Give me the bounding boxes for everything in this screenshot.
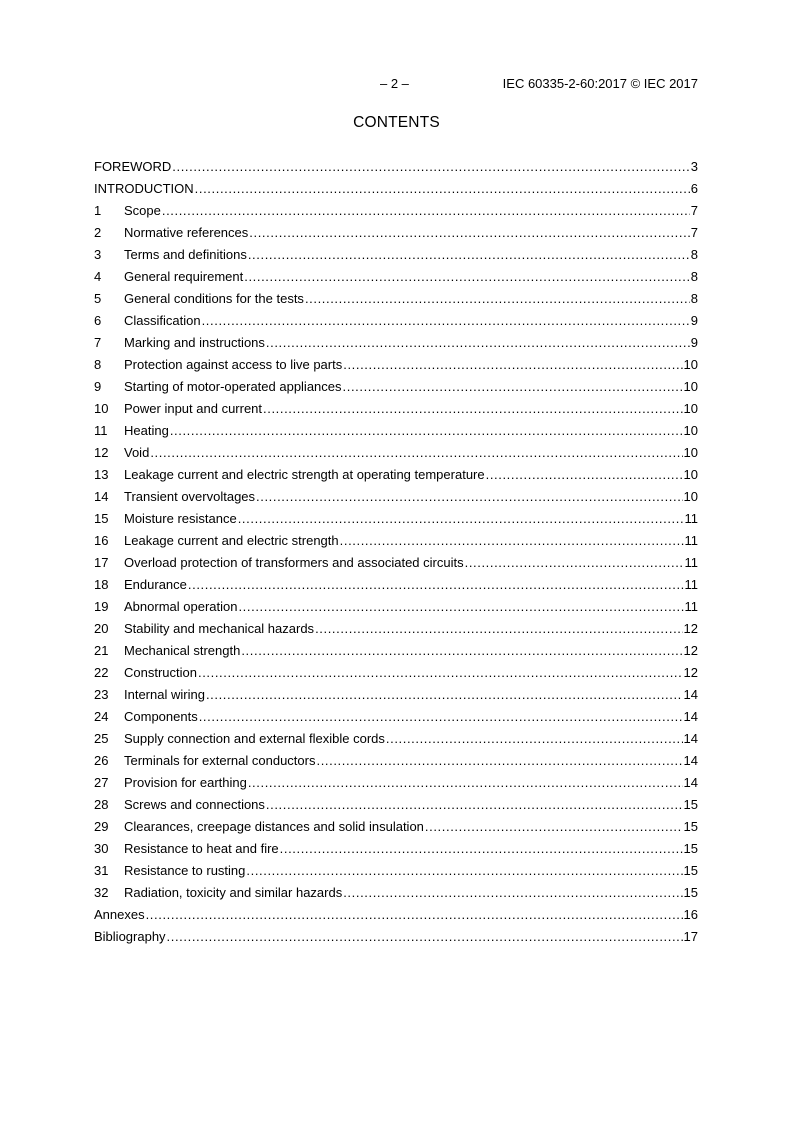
toc-entry-number: 5 <box>94 291 102 306</box>
toc-entry[interactable] <box>94 488 698 510</box>
toc-entry-page: 12 <box>683 621 698 636</box>
toc-entry-number: 17 <box>94 555 109 570</box>
toc-entry-label: Resistance to heat and fire <box>124 841 279 856</box>
toc-entry-label: Screws and connections <box>124 797 265 812</box>
dot-leader <box>150 444 682 462</box>
toc-entry-number: 3 <box>94 247 102 262</box>
toc-entry-label: Normative references <box>124 225 249 240</box>
toc-entry-label: Void <box>124 445 150 460</box>
page-header <box>94 76 698 92</box>
toc-entry[interactable] <box>94 928 698 950</box>
toc-entry-label: Components <box>124 709 198 724</box>
toc-entry-page: 14 <box>683 687 698 702</box>
dot-leader <box>386 730 683 748</box>
toc-entry-page: 10 <box>683 423 698 438</box>
toc-entry[interactable] <box>94 840 698 862</box>
toc-entry-page: 15 <box>683 841 698 856</box>
toc-entry[interactable] <box>94 598 698 620</box>
toc-entry-page: 11 <box>684 533 698 548</box>
dot-leader <box>486 466 683 484</box>
dot-leader <box>172 158 689 176</box>
toc-entry-label: Power input and current <box>124 401 263 416</box>
toc-entry[interactable] <box>94 466 698 488</box>
toc-entry[interactable] <box>94 378 698 400</box>
toc-entry[interactable] <box>94 158 698 180</box>
toc-entry[interactable] <box>94 180 698 202</box>
toc-entry-page: 15 <box>683 819 698 834</box>
toc-entry-label: Moisture resistance <box>124 511 237 526</box>
toc-entry-number: 25 <box>94 731 109 746</box>
dot-leader <box>256 488 683 506</box>
toc-entry-page: 15 <box>683 885 698 900</box>
dot-leader <box>170 422 683 440</box>
dot-leader <box>343 884 682 902</box>
document-id: IEC 60335-2-60:2017 © IEC 2017 <box>502 76 698 91</box>
toc-entry-label: Resistance to rusting <box>124 863 246 878</box>
dot-leader <box>188 576 684 594</box>
toc-entry-number: 8 <box>94 357 102 372</box>
toc-entry-label: Provision for earthing <box>124 775 247 790</box>
page-title: CONTENTS <box>353 114 440 131</box>
toc-entry[interactable] <box>94 884 698 906</box>
toc-entry-page: 11 <box>684 577 698 592</box>
toc-entry[interactable] <box>94 290 698 312</box>
toc-entry-label: Bibliography <box>94 929 166 944</box>
toc-entry-number: 31 <box>94 863 109 878</box>
toc-entry-number: 19 <box>94 599 109 614</box>
toc-entry-number: 2 <box>94 225 102 240</box>
toc-entry-page: 12 <box>683 643 698 658</box>
toc-entry[interactable] <box>94 356 698 378</box>
toc-entry-number: 23 <box>94 687 109 702</box>
toc-entry-page: 15 <box>683 863 698 878</box>
toc-entry[interactable] <box>94 576 698 598</box>
dot-leader <box>343 378 683 396</box>
toc-entry[interactable] <box>94 246 698 268</box>
toc-entry-page: 8 <box>690 269 698 284</box>
toc-entry-number: 29 <box>94 819 109 834</box>
dot-leader <box>343 356 682 374</box>
toc-entry-page: 10 <box>683 357 698 372</box>
toc-entry-label: Classification <box>124 313 201 328</box>
toc-entry[interactable] <box>94 202 698 224</box>
toc-entry-number: 24 <box>94 709 109 724</box>
toc-entry-number: 6 <box>94 313 102 328</box>
dot-leader <box>167 928 683 946</box>
toc-entry[interactable] <box>94 796 698 818</box>
toc-entry[interactable] <box>94 818 698 840</box>
toc-entry[interactable] <box>94 752 698 774</box>
toc-entry-page: 14 <box>683 775 698 790</box>
toc-entry-number: 4 <box>94 269 102 284</box>
toc-entry-number: 13 <box>94 467 109 482</box>
dot-leader <box>244 268 690 286</box>
toc-entry-number: 21 <box>94 643 109 658</box>
toc-entry-number: 18 <box>94 577 109 592</box>
toc-entry-number: 27 <box>94 775 109 790</box>
toc-entry-page: 14 <box>683 753 698 768</box>
dot-leader <box>465 554 684 572</box>
toc-entry-number: 9 <box>94 379 102 394</box>
toc-entry-number: 12 <box>94 445 109 460</box>
toc-entry-page: 15 <box>683 797 698 812</box>
toc-entry-page: 8 <box>690 291 698 306</box>
toc-entry-label: Mechanical strength <box>124 643 241 658</box>
dot-leader <box>248 774 683 792</box>
toc-entry-page: 10 <box>683 489 698 504</box>
toc-entry-label: Leakage current and electric strength <box>124 533 339 548</box>
toc-entry-page: 8 <box>690 247 698 262</box>
toc-entry[interactable] <box>94 334 698 356</box>
toc-entry-page: 10 <box>683 401 698 416</box>
toc-entry-page: 3 <box>690 159 698 174</box>
toc-entry-page: 16 <box>683 907 698 922</box>
dot-leader <box>266 334 690 352</box>
toc-entry-page: 7 <box>690 225 698 240</box>
toc-entry-number: 1 <box>94 203 102 218</box>
toc-entry-number: 26 <box>94 753 109 768</box>
toc-entry-number: 22 <box>94 665 109 680</box>
toc-entry-page: 10 <box>683 379 698 394</box>
toc-entry[interactable] <box>94 620 698 642</box>
toc-entry[interactable] <box>94 510 698 532</box>
dot-leader <box>146 906 683 924</box>
toc-entry-label: Heating <box>124 423 169 438</box>
dot-leader <box>195 180 690 198</box>
toc-entry-label: Protection against access to live parts <box>124 357 343 372</box>
dot-leader <box>280 840 683 858</box>
toc-entry-number: 16 <box>94 533 109 548</box>
toc-entry[interactable] <box>94 422 698 444</box>
toc-entry-page: 6 <box>690 181 698 196</box>
toc-entry-label: Internal wiring <box>124 687 205 702</box>
toc-entry-page: 11 <box>684 511 698 526</box>
toc-entry-number: 28 <box>94 797 109 812</box>
toc-entry[interactable] <box>94 708 698 730</box>
dot-leader <box>425 818 683 836</box>
toc-entry-number: 10 <box>94 401 109 416</box>
dot-leader <box>316 752 682 770</box>
toc-entry-label: Abnormal operation <box>124 599 238 614</box>
toc-entry-label: General conditions for the tests <box>124 291 304 306</box>
toc-entry-label: Radiation, toxicity and similar hazards <box>124 885 343 900</box>
dot-leader <box>241 642 682 660</box>
toc-entry-number: 7 <box>94 335 102 350</box>
dot-leader <box>202 312 690 330</box>
toc-entry[interactable] <box>94 268 698 290</box>
toc-entry[interactable] <box>94 862 698 884</box>
toc-entry-label: Construction <box>124 665 197 680</box>
toc-entry[interactable] <box>94 642 698 664</box>
dot-leader <box>263 400 683 418</box>
toc-entry-number: 14 <box>94 489 109 504</box>
toc-entry[interactable] <box>94 312 698 334</box>
toc-entry[interactable] <box>94 554 698 576</box>
toc-entry-page: 9 <box>690 313 698 328</box>
toc-entry-label: Terminals for external conductors <box>124 753 316 768</box>
toc-entry-number: 15 <box>94 511 109 526</box>
dot-leader <box>162 202 690 220</box>
toc-entry-label: Scope <box>124 203 161 218</box>
toc-entry[interactable] <box>94 730 698 752</box>
dot-leader <box>198 664 683 682</box>
toc-entry-label: Clearances, creepage distances and solid insulation <box>124 819 424 834</box>
toc-entry-page: 11 <box>684 555 698 570</box>
toc-entry-number: 30 <box>94 841 109 856</box>
table-of-contents <box>94 158 698 950</box>
toc-entry-label: Overload protection of transformers and associated circuits <box>124 555 464 570</box>
toc-entry-label: Supply connection and external flexible cords <box>124 731 385 746</box>
dot-leader <box>238 510 684 528</box>
toc-entry-page: 11 <box>684 599 698 614</box>
page-number: – 2 – <box>380 76 409 91</box>
toc-entry[interactable] <box>94 444 698 466</box>
dot-leader <box>249 224 689 242</box>
toc-entry-page: 9 <box>690 335 698 350</box>
toc-entry-label: General requirement <box>124 269 244 284</box>
toc-entry-label: Terms and definitions <box>124 247 247 262</box>
toc-entry-label: FOREWORD <box>94 159 172 174</box>
dot-leader <box>315 620 682 638</box>
toc-entry[interactable] <box>94 686 698 708</box>
dot-leader <box>248 246 690 264</box>
toc-entry-label: INTRODUCTION <box>94 181 194 196</box>
toc-entry[interactable] <box>94 532 698 554</box>
dot-leader <box>206 686 683 704</box>
toc-entry-page: 14 <box>683 709 698 724</box>
toc-entry-number: 20 <box>94 621 109 636</box>
toc-entry-label: Transient overvoltages <box>124 489 256 504</box>
dot-leader <box>246 862 682 880</box>
toc-entry-page: 12 <box>683 665 698 680</box>
toc-entry-number: 11 <box>94 423 108 438</box>
toc-entry-page: 10 <box>683 445 698 460</box>
toc-entry-page: 7 <box>690 203 698 218</box>
dot-leader <box>266 796 683 814</box>
toc-entry-label: Marking and instructions <box>124 335 265 350</box>
toc-entry-label: Starting of motor-operated appliances <box>124 379 342 394</box>
toc-entry-label: Endurance <box>124 577 187 592</box>
toc-entry[interactable] <box>94 224 698 246</box>
toc-entry[interactable] <box>94 664 698 686</box>
toc-entry-label: Stability and mechanical hazards <box>124 621 315 636</box>
dot-leader <box>199 708 683 726</box>
toc-entry-page: 14 <box>683 731 698 746</box>
toc-entry[interactable] <box>94 774 698 796</box>
dot-leader <box>305 290 690 308</box>
toc-entry-label: Leakage current and electric strength at operating temperature <box>124 467 485 482</box>
toc-entry-label: Annexes <box>94 907 145 922</box>
toc-entry-page: 10 <box>683 467 698 482</box>
toc-entry-page: 17 <box>683 929 698 944</box>
toc-entry-number: 32 <box>94 885 109 900</box>
toc-entry[interactable] <box>94 906 698 928</box>
dot-leader <box>340 532 684 550</box>
dot-leader <box>238 598 683 616</box>
toc-entry[interactable] <box>94 400 698 422</box>
